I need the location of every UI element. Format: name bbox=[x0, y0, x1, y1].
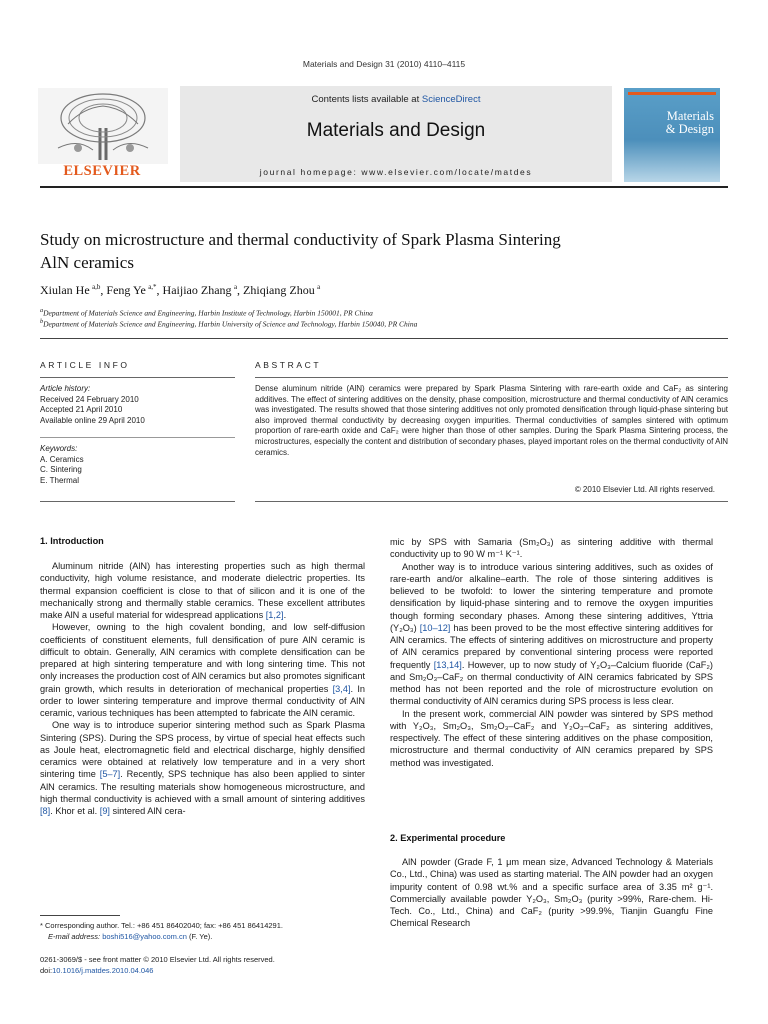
cover-band bbox=[628, 92, 716, 95]
citation-link[interactable]: [3,4] bbox=[332, 683, 351, 694]
doi-link[interactable]: 10.1016/j.matdes.2010.04.046 bbox=[52, 966, 154, 975]
elsevier-tree-icon bbox=[38, 88, 168, 164]
right-paragraph-2: In the present work, commercial AlN powder was sintered by SPS method with Y₂O₃, Sm₂O₃, Sm₂O₃–CaF₂ and Y₂O₃–CaF₂ as sintering additives, respectively. The effect of these sintering additives on the phase composition, microstructure and thermal conductivity of AlN ceramics prepared by SPS method was investigated. bbox=[390, 708, 713, 768]
issn-line: 0261-3069/$ - see front matter © 2010 Elsevier Ltd. All rights reserved. bbox=[40, 955, 275, 964]
doi-line bbox=[40, 965, 440, 976]
body-text: However, owning to the high covalent bonding, and low self-diffusion coefficients of constituent elements, full densification of pure AlN ceramic is difficult to obtain. Generally, AlN ceramics with complete densification can be prepared at high sintering temperature and with long sintering time. This not only increases the production cost of AlN ceramics but also promotes significant grain growth, which results in deterioration of mechanical properties bbox=[40, 622, 365, 694]
citation-link[interactable]: [10–12] bbox=[419, 622, 451, 633]
email-suffix: (F. Ye). bbox=[186, 931, 213, 941]
article-info-rule bbox=[40, 377, 235, 378]
cover-title-line2: & Design bbox=[665, 122, 714, 136]
keyword: E. Thermal bbox=[40, 475, 79, 485]
intro-paragraph-1 bbox=[40, 560, 365, 621]
keyword: A. Ceramics bbox=[40, 454, 84, 464]
intro-paragraph-3 bbox=[40, 719, 365, 817]
masthead-divider bbox=[40, 186, 728, 188]
journal-cover-image bbox=[624, 88, 720, 182]
body-text: . Recently, SPS technique has also been applied to sinter AlN ceramics. The resulting materials show homogeneous microstructure, and high thermal conductivity is achieved with a small amount of sintering additives bbox=[40, 769, 365, 804]
contents-prefix: Contents lists available at bbox=[311, 94, 422, 105]
affiliation-b: $^b$Department of Materials Science and Engineering, Harbin University of Science and Technology, Harbin 150040, PR China bbox=[40, 318, 418, 329]
author-affil-mark: a bbox=[233, 283, 238, 291]
citation-link[interactable]: [9] bbox=[99, 806, 110, 816]
affiliation-a: $^a$Department of Materials Science and Engineering, Harbin Institute of Technology, Harbin 150001, PR China bbox=[40, 307, 373, 318]
abstract-bottom-rule bbox=[255, 501, 728, 502]
author-affil-mark: a bbox=[317, 283, 321, 291]
author-name: Haijiao Zhang bbox=[162, 283, 232, 297]
section-heading-experimental: 2. Experimental procedure bbox=[390, 833, 506, 843]
experimental-body bbox=[390, 856, 713, 930]
abstract-rule bbox=[255, 377, 728, 378]
right-paragraph-0: mic by SPS with Samaria (Sm₂O₃) as sintering additive with thermal conductivity up to 90 W m⁻¹ K⁻¹. bbox=[390, 537, 713, 560]
author-affil-mark[interactable]: a,* bbox=[148, 283, 157, 291]
left-column-body bbox=[40, 560, 365, 817]
paper-title bbox=[40, 228, 700, 274]
corresponding-author-footnote bbox=[40, 921, 365, 942]
article-history bbox=[40, 384, 235, 426]
right-column-body bbox=[390, 536, 713, 769]
online-date: Available online 29 April 2010 bbox=[40, 415, 145, 425]
paper-title-line1: Study on microstructure and thermal conductivity of Spark Plasma Sintering bbox=[40, 230, 561, 249]
body-text: Another way is to introduce various sintering additives, such as oxides of rare-earth and/or alkaline–earth. The role of those sintering additives is believed to be twofold: to lower the sintering temperature and promote densification by liquid-phase sintering and to remove the oxygen impurities though forming secondary phases. Among these sintering additives, Yttria (Y₂O₃) bbox=[390, 561, 713, 633]
journal-title: Materials and Design bbox=[306, 120, 486, 141]
affiliation-b-text: Department of Materials Science and Engineering, Harbin University of Science and Technology, Harbin 150040, PR China bbox=[43, 319, 418, 329]
article-info-heading: ARTICLE INFO bbox=[40, 360, 130, 370]
abstract-text: Dense aluminum nitride (AlN) ceramics were prepared by Spark Plasma Sintering with rare-earth oxide and CaF₂ as sintering additives. The effect of sintering additives on the density, phase composition, microstructure and thermal conductivity of AlN ceramics was investigated. The results showed that those sintering additives not only promoted densification through liquid-phase sintering but also improved thermal conductivity by decreasing oxygen impurities. Thermal conductivities of samples sintered with optimum proportion of rare-earth oxide and CaF₂ were higher than those of other samples. During the Spark Plasma Sintering process, the microstructures, especially the content and distribution of secondary phases, played important roles on the thermal conductivity of AlN ceramics. bbox=[255, 384, 728, 457]
accepted-date: Accepted 21 April 2010 bbox=[40, 405, 123, 415]
body-text: sintered AlN cera- bbox=[109, 806, 186, 816]
body-text: . bbox=[283, 610, 287, 620]
body-text: . In order to lower sintering temperature and improve thermal conductivity of AlN ceramic, various techniques has been attempted to fabricate the AlN ceramic. bbox=[40, 683, 365, 718]
paper-title-line2: AlN ceramics bbox=[40, 253, 134, 272]
email-label: E-mail address: bbox=[48, 931, 103, 941]
abstract-heading: ABSTRACT bbox=[255, 360, 322, 370]
contents-availability bbox=[180, 94, 612, 105]
citation-link[interactable]: [5–7] bbox=[99, 769, 121, 780]
section-heading-introduction: 1. Introduction bbox=[40, 536, 104, 546]
journal-reference: Materials and Design 31 (2010) 4110–4115 bbox=[302, 59, 466, 69]
affiliation-a-text: Department of Materials Science and Engineering, Harbin Institute of Technology, Harbin 150001, PR China bbox=[43, 308, 373, 318]
citation-link[interactable]: [8] bbox=[40, 806, 51, 816]
journal-homepage-link[interactable]: journal homepage: www.elsevier.com/locate/matdes bbox=[259, 167, 533, 177]
article-info-divider bbox=[40, 437, 235, 438]
author-affil-mark: a,b bbox=[92, 283, 101, 291]
history-label: Article history: bbox=[40, 384, 91, 393]
keywords-block bbox=[40, 444, 235, 486]
body-text: One way is to introduce superior sintering method such as Spark Plasma Sintering (SPS). During the SPS process, by virtue of special heat effects such as Joule heat, electromagnetic field and electrical discharge, highly densified ceramics were obtained at relatively low temperature and in a very short sintering time bbox=[40, 720, 365, 780]
footnote-rule bbox=[40, 915, 120, 916]
affiliation-divider bbox=[40, 338, 728, 339]
body-text: . However, up to now study of Y₂O₃–Calcium fluoride (CaF₂) and Sm₂O₃–CaF₂ on thermal conductivity of AlN ceramics fabricated by SPS method has not been reported and the role of microstructure evolution on thermal conductivity of AlN ceramics during SPS process is less clear. bbox=[390, 659, 713, 707]
citation-link[interactable]: [1,2] bbox=[265, 610, 284, 620]
intro-paragraph-2 bbox=[40, 621, 365, 719]
bottom-metadata bbox=[40, 954, 440, 976]
doi-label: doi: bbox=[40, 966, 53, 975]
body-text: has been proved to be the most effective sintering additives for AlN ceramics. The effects of sintering additives on microstructure and property of AlN ceramics prepared by conventional sintering process were reported frequently bbox=[390, 622, 713, 670]
footnote-email-line bbox=[40, 932, 365, 943]
publisher-name: ELSEVIER bbox=[63, 163, 141, 179]
cover-title-line1: Materials bbox=[666, 109, 714, 123]
abstract-copyright: © 2010 Elsevier Ltd. All rights reserved. bbox=[574, 485, 715, 494]
keywords-label: Keywords: bbox=[40, 444, 78, 453]
received-date: Received 24 February 2010 bbox=[40, 394, 139, 404]
email-link[interactable]: boshi516@yahoo.com.cn bbox=[102, 931, 187, 941]
keyword: C. Sintering bbox=[40, 465, 82, 475]
citation-link[interactable]: [13,14] bbox=[433, 659, 462, 670]
author-list: Xiulan He $^{a,b}$, Feng Ye $^{a,*}$, Haijiao Zhang $^a$, Zhiqiang Zhou $^a$ bbox=[40, 283, 321, 297]
author-name: Zhiqiang Zhou bbox=[243, 283, 315, 297]
footnote-contact: * Corresponding author. Tel.: +86 451 86402040; fax: +86 451 86414291. bbox=[40, 921, 283, 930]
body-text: Aluminum nitride (AlN) has interesting properties such as high thermal conductivity, high volume resistance, and moderate dielectric properties. Its thermal expansion coefficient is close to that of silicon and it is one of the mechanically strong and thermally stable ceramics. These excellent attributes make AlN a useful material for widespread applications bbox=[40, 561, 365, 620]
author-name: Xiulan He bbox=[40, 283, 90, 297]
author-name: Feng Ye bbox=[106, 283, 146, 297]
body-text: . Khor et al. bbox=[50, 806, 100, 816]
cover-title bbox=[666, 110, 714, 136]
right-paragraph-1 bbox=[390, 561, 713, 708]
article-info-bottom-rule bbox=[40, 501, 235, 502]
experimental-paragraph-1: AlN powder (Grade F, 1 μm mean size, Advanced Technology & Materials Co., Ltd., China) was used as starting material. The AlN powder had an oxygen impurity content of 0.98 wt.% and a specific surface area of 3.35 m² g⁻¹. Commercially available powder Y₂O₃, Sm₂O₃ (purity >99%, Rare-chem. Hi-Tech. Co., Ltd., China) and CaF₂ (purity >99.9%, Tianjin Guangfu Fine Chemical Research bbox=[390, 857, 713, 929]
sciencedirect-link[interactable]: ScienceDirect bbox=[421, 94, 481, 105]
elsevier-logo bbox=[38, 88, 168, 182]
